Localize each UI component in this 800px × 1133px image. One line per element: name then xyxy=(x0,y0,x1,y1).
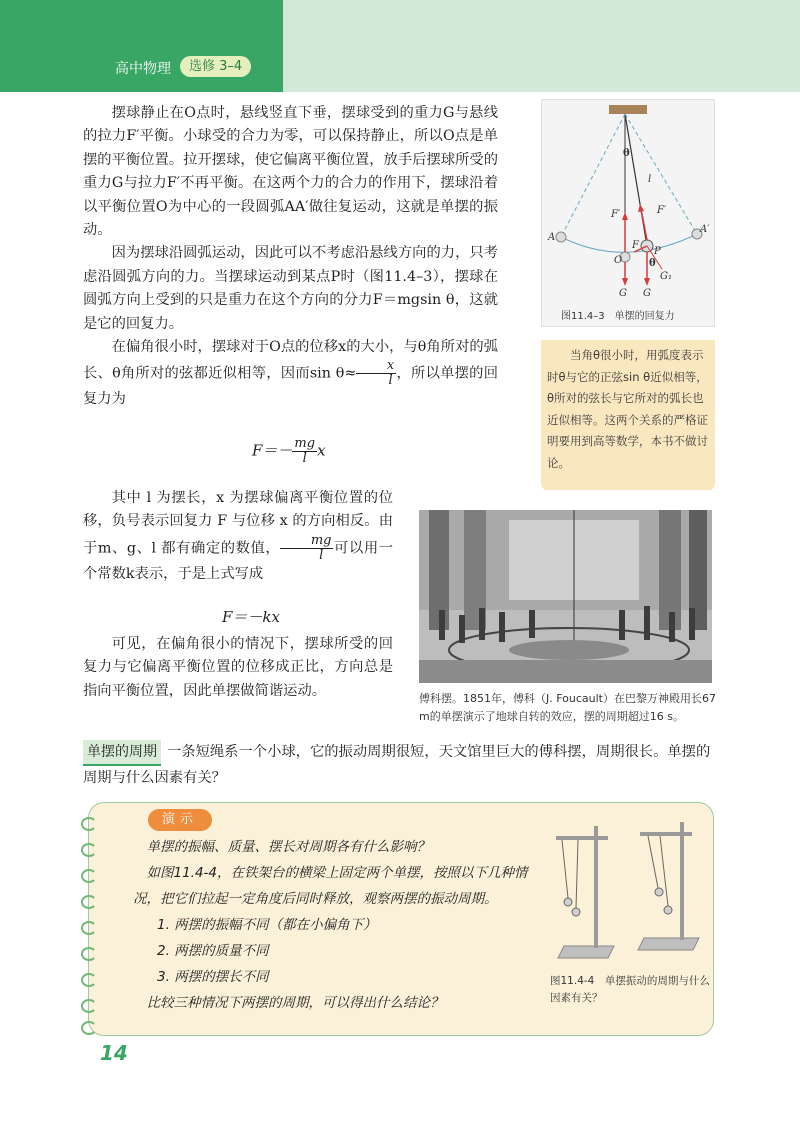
binder-ring xyxy=(81,843,97,857)
formula1-numerator: mg xyxy=(294,436,316,451)
fraction-x-over-l xyxy=(356,359,396,388)
arc-path xyxy=(561,234,697,252)
formula-restoring-force xyxy=(252,437,326,466)
label-f: F xyxy=(632,240,639,251)
demo-tag: 演示 xyxy=(148,809,212,831)
formula1-rhs: x xyxy=(317,441,326,460)
paragraph-conclusion: 可见，在偏角很小的情况下，摆球所受的回复力与它偏离平衡位置的位移成正比，方向总是指向平衡位置，因此单摆做简谐运动。 xyxy=(83,636,393,699)
period-paragraph xyxy=(83,740,723,790)
foucault-photo-caption: 傅科摆。1851年，傅科（J. Foucault）在巴黎万神殿用长67 m的单摆演示了地球自转的效应，摆的周期超过16 s。 xyxy=(419,692,716,723)
demo-item: 3. 两摆的摆长不同 xyxy=(157,969,269,985)
demo-item: 2. 两摆的质量不同 xyxy=(157,943,269,959)
demo-text xyxy=(133,834,533,1016)
formula1-lhs: F＝－ xyxy=(252,441,293,460)
paragraph-restoring-force: 因为摆球沿圆弧运动，因此可以不考虑沿悬线方向的力，只考虑沿圆弧方向的力。当摆球运动到某点P时（图11.4–3），摆球在圆弧方向上受到的只是重力在这个方向的分力F＝mgsin θ，这就是它的回复力。 xyxy=(83,245,498,332)
label-o: O xyxy=(614,255,623,266)
pendulum-force-diagram xyxy=(541,99,715,304)
demo-conclusion-question: 比较三种情况下两摆的周期，可以得出什么结论？ xyxy=(146,995,444,1011)
arrow-f-prime-right xyxy=(641,209,647,240)
paragraph-constant-k-a: 其中 l 为摆长，x 为摆球偏离平衡位置的位移，负号表示回复力 F 与位移 x 的方向相反。由于m、g、l 都有确定的数值， xyxy=(83,490,393,557)
fraction-mg-over-l xyxy=(280,534,333,563)
label-g1: G₁ xyxy=(660,271,672,282)
demo-item: 1. 两摆的振幅不同（都在小偏角下） xyxy=(157,917,377,933)
binder-ring xyxy=(81,817,97,831)
paragraph-equilibrium: 摆球静止在O点时，悬线竖直下垂，摆球受到的重力G与悬线的拉力F′平衡。小球受的合力为零，可以保持静止，所以O点是单摆的平衡位置。拉开摆球，使它偏离平衡位置，放手后摆球所受的重力G与拉力F′不再平衡。在这两个力的合力的作用下，摆球沿着以平衡位置O为中心的一段圆弧AA′做往复运动，这就是单摆的振动。 xyxy=(83,105,498,239)
page-number: 14 xyxy=(100,1041,128,1065)
binder-ring xyxy=(81,895,97,909)
binder-ring xyxy=(81,973,97,987)
label-a: A xyxy=(548,232,556,243)
main-text xyxy=(83,102,498,412)
fraction-mg: mg xyxy=(280,534,333,549)
label-g-right: G xyxy=(643,288,651,299)
module-tag: 选修 3–4 xyxy=(180,56,251,77)
demo-question: 单摆的振幅、质量、摆长对周期各有什么影响？ xyxy=(146,839,430,855)
paragraph-constant-k xyxy=(83,487,393,586)
period-text: 一条短绳系一个小球，它的振动周期很短，天文馆里巨大的傅科摆，周期很长。单摆的周期与什么因素有关？ xyxy=(83,744,711,786)
fraction-denominator: l xyxy=(388,373,393,389)
binder-ring xyxy=(81,1021,97,1035)
foucault-pendulum-photo xyxy=(419,510,712,683)
right-dashed-string xyxy=(625,114,697,234)
label-p: P xyxy=(654,246,661,257)
fraction-l: l xyxy=(319,547,324,563)
figure-11-4-4-caption: 图11.4-4 单摆振动的周期与什么因素有关？ xyxy=(550,975,710,1004)
label-theta-2: θ xyxy=(649,258,656,269)
paragraph-small-angle-b: ，所以单摆的回复力为 xyxy=(83,365,498,408)
paragraph-small-angle xyxy=(83,336,498,412)
label-g-left: G xyxy=(619,288,627,299)
header-light-band xyxy=(283,0,800,92)
binder-ring xyxy=(81,947,97,961)
fraction-numerator: x xyxy=(356,359,396,374)
header-green-band xyxy=(0,0,283,92)
formula-hooke: F＝－kx xyxy=(222,608,280,626)
binder-ring xyxy=(81,999,97,1013)
side-note-text: 当角θ很小时，用弧度表示时θ与它的正弦sin θ近似相等，θ所对的弦长与它所对的弧长也近似相等。这两个关系的严格证明要用到高等数学，本书不做讨论。 xyxy=(547,348,708,470)
subject-title: 高中物理 xyxy=(115,61,171,77)
paragraph-constant-k-b: 可以用一个常数k表示，于是上式写成 xyxy=(83,540,393,582)
formula1-denominator: l xyxy=(302,451,307,466)
ceiling-mount xyxy=(609,105,647,114)
period-heading: 单摆的周期 xyxy=(83,740,161,766)
label-f-prime-right: F′ xyxy=(657,205,667,216)
binder-ring xyxy=(81,921,97,935)
formula1-fraction xyxy=(292,437,317,466)
paragraph-small-angle-a: 在偏角很小时，摆球对于O点的位移x的大小，与θ角所对的弧长、θ角所对的弦都近似相等，因而sin θ≈ xyxy=(83,339,498,382)
label-f-prime-left: F′ xyxy=(611,209,621,220)
page-header xyxy=(0,0,800,92)
figure-11-4-4 xyxy=(548,818,716,968)
label-a-prime: A′ xyxy=(700,224,710,235)
figure-11-4-3-caption: 图11.4–3 单摆的回复力 xyxy=(561,311,675,322)
binder-ring xyxy=(81,869,97,883)
label-theta: θ xyxy=(623,148,630,159)
ball-a xyxy=(556,232,566,242)
demo-instructions: 如图11.4-4，在铁架台的横梁上固定两个单摆，按照以下几种情况，把它们拉起一定角度后同时释放，观察两摆的振动周期。 xyxy=(133,865,528,907)
label-l: l xyxy=(648,174,652,185)
